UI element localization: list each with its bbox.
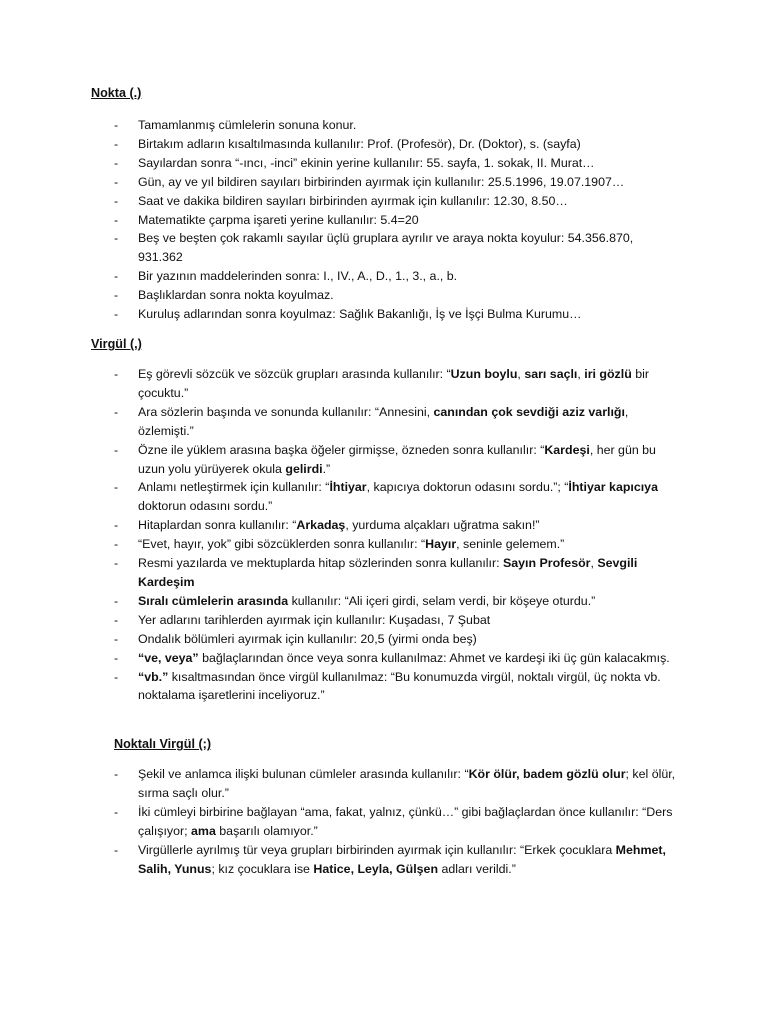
list-item (114, 135, 680, 154)
bold-example-text: İhtiyar (329, 480, 367, 495)
item-text: ; kel ölür, sırma saçlı olur.” (138, 767, 676, 800)
noktali-virgul-rules-list (114, 765, 680, 878)
item-text: doktorun odasını sordu.” (138, 499, 273, 514)
bold-example-text: Kör ölür, badem gözlü olur (468, 767, 626, 781)
nokta-rules-list (114, 116, 680, 324)
dash-bullet: - (114, 669, 119, 684)
item-text: , her gün bu uzun yolu yürüyerek okula (138, 442, 656, 476)
list-item (114, 403, 680, 441)
item-text: “Evet, hayır, yok” gibi sözcüklerden sonra kullanılır: “ (138, 537, 426, 552)
dash-bullet: - (114, 480, 119, 495)
bold-example-text: Sıralı cümlelerin arasında (138, 593, 289, 608)
item-text: , seninle gelemem.” (456, 537, 565, 552)
item-text: Hitaplardan sonra kullanılır: “ (138, 518, 297, 533)
dash-bullet: - (114, 269, 119, 284)
list-item (114, 192, 680, 211)
list-item (114, 554, 680, 592)
item-text: Beş ve beşten çok rakamlı sayılar üçlü gruplara ayrılır ve araya nokta koyulur: 54.356.870, 931.362 (138, 231, 634, 265)
item-text: İki cümleyi birbirine bağlayan “ama, fakat, yalnız, çünkü…” gibi bağlaçlardan önce kullanılır: “Ders çalışıyor; (138, 804, 673, 838)
item-text: kullanılır: “Ali içeri girdi, selam verdi, bir köşeye oturdu.” (288, 593, 596, 608)
bold-example-text: Sevgili Kardeşim (138, 556, 638, 589)
item-text: Virgüllerle ayrılmış tür veya grupları birbirinden ayırmak için kullanılır: “Erkek çocuklara (138, 842, 616, 857)
bold-example-text: canından çok sevdiği aziz varlığı (433, 404, 625, 419)
section-heading-nokta: Nokta (.) (91, 86, 142, 100)
item-text: , özlemişti.” (138, 404, 629, 438)
dash-bullet: - (114, 767, 119, 781)
item-text: Birtakım adların kısaltılmasında kullanılır: Prof. (Profesör), Dr. (Doktor), s. (sayfa) (138, 136, 581, 151)
list-item (114, 173, 680, 192)
item-text: Kuruluş adlarından sonra koyulmaz: Sağlık Bakanlığı, İş ve İşçi Bulma Kurumu… (138, 307, 582, 322)
list-item (114, 229, 680, 267)
list-item (114, 592, 680, 611)
bold-example-text: Kardeşi (544, 442, 590, 457)
item-text: bağlaçlarından önce veya sonra kullanılmaz: Ahmet ve kardeşi iki üç gün kalacakmış. (198, 650, 670, 665)
dash-bullet: - (114, 593, 119, 608)
item-text: Yer adlarını tarihlerden ayırmak için kullanılır: Kuşadası, 7 Şubat (138, 612, 491, 627)
item-text: , yurduma alçakları uğratma sakın!” (345, 518, 540, 533)
bold-example-text: gelirdi (285, 461, 323, 476)
dash-bullet: - (114, 307, 119, 322)
list-item (114, 765, 680, 803)
item-text: Ondalık bölümleri ayırmak için kullanılır: 20,5 (yirmi onda beş) (138, 631, 477, 646)
dash-bullet: - (114, 631, 119, 646)
dash-bullet: - (114, 612, 119, 627)
list-item (114, 286, 680, 305)
dash-bullet: - (114, 518, 119, 533)
item-text: Özne ile yüklem arasına başka öğeler girmişse, özneden sonra kullanılır: “ (138, 442, 545, 457)
dash-bullet: - (114, 212, 119, 227)
dash-bullet: - (114, 288, 119, 303)
bold-example-text: Mehmet, Salih, Yunus (138, 842, 666, 876)
item-text: Matematikte çarpma işareti yerine kullanılır: 5.4=20 (138, 212, 419, 227)
list-item (114, 267, 680, 286)
bold-example-text: İhtiyar kapıcıya (568, 480, 658, 495)
section-heading-noktali-virgul: Noktalı Virgül (;) (114, 737, 212, 751)
list-item (114, 154, 680, 173)
bold-example-text: “ve, veya” (138, 650, 199, 665)
bold-example-text: Uzun boylu (450, 367, 518, 381)
dash-bullet: - (114, 155, 119, 170)
item-text: Gün, ay ve yıl bildiren sayıları birbirinden ayırmak için kullanılır: 25.5.1996, 19.07.1907… (138, 174, 625, 189)
item-text: .” (322, 461, 331, 476)
dash-bullet: - (114, 556, 119, 571)
list-item (114, 649, 680, 668)
dash-bullet: - (114, 842, 119, 857)
item-text: , (517, 367, 525, 381)
item-text: Saat ve dakika bildiren sayıları birbirinden ayırmak için kullanılır: 12.30, 8.50… (138, 193, 568, 208)
dash-bullet: - (114, 804, 119, 819)
list-item (114, 441, 680, 479)
list-item (114, 803, 680, 841)
item-text: Ara sözlerin başında ve sonunda kullanılır: “Annesini, (138, 404, 434, 419)
list-item (114, 668, 680, 706)
bold-example-text: Sayın Profesör (503, 556, 591, 571)
bold-example-text: Hayır (425, 537, 457, 552)
item-text: Resmi yazılarda ve mektuplarda hitap sözlerinden sonra kullanılır: (138, 556, 504, 571)
item-text: , (590, 556, 598, 571)
list-item (114, 365, 680, 403)
item-text: bir çocuktu.” (138, 367, 649, 400)
dash-bullet: - (114, 136, 119, 151)
list-item (114, 305, 680, 324)
item-text: Başlıklardan sonra nokta koyulmaz. (138, 288, 334, 303)
item-text: , kapıcıya doktorun odasını sordu.”; “ (366, 480, 569, 495)
list-item (114, 611, 680, 630)
dash-bullet: - (114, 404, 119, 419)
virgul-rules-list (114, 365, 680, 705)
dash-bullet: - (114, 442, 119, 457)
item-text: adları verildi.” (438, 861, 516, 876)
item-text: Eş görevli sözcük ve sözcük grupları arasında kullanılır: “ (138, 367, 451, 381)
item-text: , (577, 367, 585, 381)
item-text: ; kız çocuklara ise (211, 861, 314, 876)
bold-example-text: Arkadaş (296, 518, 346, 533)
list-item (114, 630, 680, 649)
list-item (114, 516, 680, 535)
dash-bullet: - (114, 537, 119, 552)
item-text: Tamamlanmış cümlelerin sonuna konur. (138, 118, 357, 132)
dash-bullet: - (114, 650, 119, 665)
dash-bullet: - (114, 118, 119, 132)
item-text: kısaltmasından önce virgül kullanılmaz: “Bu konumuzda virgül, noktalı virgül, üç nokta vb. noktalama işaretlerini inceliyoruz.” (138, 669, 661, 703)
bold-example-text: “vb.” (138, 669, 169, 684)
list-item (114, 211, 680, 230)
dash-bullet: - (114, 231, 119, 246)
bold-example-text: sarı saçlı (524, 367, 578, 381)
dash-bullet: - (114, 193, 119, 208)
item-text: Şekil ve anlamca ilişki bulunan cümleler arasında kullanılır: “ (138, 767, 469, 781)
bold-example-text: Hatice, Leyla, Gülşen (313, 861, 439, 876)
list-item (114, 535, 680, 554)
bold-example-text: ama (191, 823, 216, 838)
bold-example-text: iri gözlü (584, 367, 632, 381)
dash-bullet: - (114, 174, 119, 189)
list-item (114, 116, 680, 135)
section-heading-virgul: Virgül (,) (91, 337, 142, 351)
list-item (114, 478, 680, 516)
dash-bullet: - (114, 367, 119, 381)
item-text: Sayılardan sonra “-ıncı, -inci” ekinin yerine kullanılır: 55. sayfa, 1. sokak, II. Murat… (138, 155, 595, 170)
item-text: başarılı olamıyor.” (215, 823, 318, 838)
item-text: Anlamı netleştirmek için kullanılır: “ (138, 480, 330, 495)
item-text: Bir yazının maddelerinden sonra: I., IV., A., D., 1., 3., a., b. (138, 269, 458, 284)
list-item (114, 841, 680, 879)
